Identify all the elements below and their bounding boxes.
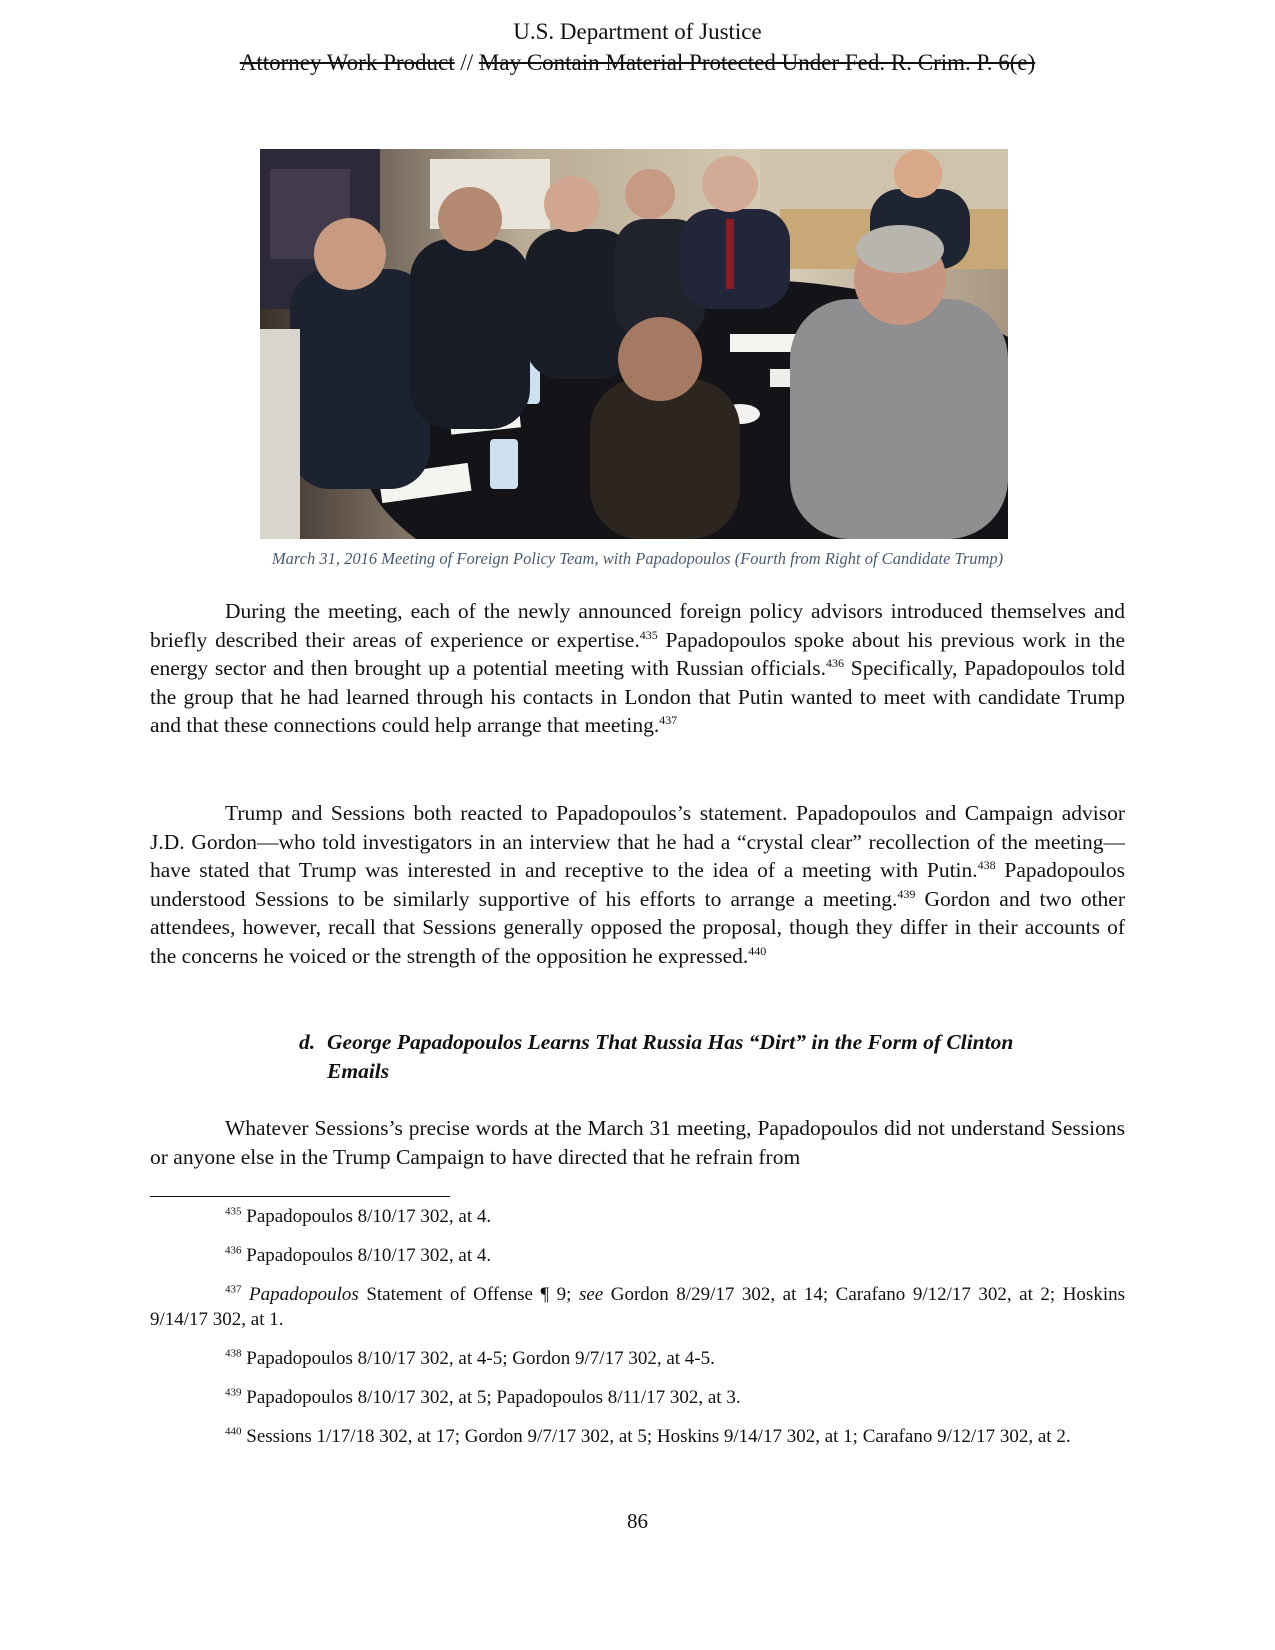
paragraph-text: During the meeting, each of the newly announced foreign policy advisors introduced themselves and briefly described their areas of experience or expertise. (150, 599, 1125, 652)
footnote-number: 437 (225, 1283, 242, 1296)
footnote-reference[interactable]: 435 (639, 627, 658, 642)
footnote-reference[interactable]: 436 (825, 656, 844, 671)
footnote-divider (150, 1196, 450, 1197)
footnote (150, 1204, 1125, 1229)
paragraph-text: Specifically, Papadopoulos told the group that he had learned through his contacts in London that Putin wanted to meet with candidate Trump and that these connections could help arrange that meeting. (150, 656, 1125, 738)
footnote-reference[interactable]: 439 (897, 886, 916, 901)
page-number: 86 (627, 1509, 648, 1533)
paragraph-text: Whatever Sessions’s precise words at the March 31 meeting, Papadopoulos did not understand Sessions or anyone else in the Trump Campaign to have directed that he refrain from (150, 1116, 1125, 1169)
footnote-number: 436 (225, 1244, 242, 1257)
footnote-text: Papadopoulos 8/10/17 302, at 4-5; Gordon 9/7/17 302, at 4-5. (241, 1348, 715, 1369)
footnote-number: 435 (225, 1205, 242, 1218)
paragraph-text: Gordon and two other attendees, however, recall that Sessions generally opposed the proposal, though they differ in their accounts of the concerns he voiced or the strength of the opposition he expressed. (150, 886, 1125, 968)
section-subheading (299, 1028, 1125, 1086)
subheading-line-2: Emails (327, 1059, 390, 1083)
footnote-number: 438 (225, 1347, 242, 1360)
footnote-number: 439 (225, 1386, 242, 1399)
signal-word: see (578, 1284, 604, 1305)
marking-separator: // (454, 50, 479, 75)
footnote-reference[interactable]: 437 (659, 713, 678, 728)
footnotes (150, 1204, 1125, 1463)
footnote-reference[interactable]: 438 (977, 858, 996, 873)
footnote-reference[interactable]: 440 (748, 943, 767, 958)
footnote-text: Gordon 8/29/17 302, at 14; Carafano 9/12/17 302, at 2; Hoskins 9/14/17 302, at 1. (150, 1284, 1126, 1330)
footnote (150, 1385, 1125, 1410)
subheading-label: d. (299, 1030, 316, 1054)
footnote (150, 1424, 1125, 1449)
footnote-number: 440 (225, 1425, 242, 1438)
footnote-text: Sessions 1/17/18 302, at 17; Gordon 9/7/17 302, at 5; Hoskins 9/14/17 302, at 1; Carafano 9/12/17 302, at 2. (241, 1426, 1071, 1447)
footnote-text: Papadopoulos 8/10/17 302, at 4. (241, 1206, 492, 1227)
marking-work-product: Attorney Work Product (239, 50, 455, 75)
department-title: U.S. Department of Justice (513, 19, 762, 44)
subheading-title: George Papadopoulos Learns That Russia Has “Dirt” in the Form of Clinton (327, 1030, 1014, 1054)
meeting-photo (260, 149, 1008, 539)
paragraph-meeting-introductions (150, 597, 1125, 740)
paragraph-text: Papadopoulos understood Sessions to be similarly supportive of his efforts to arrange a meeting. (150, 858, 1125, 911)
paragraph-text: Papadopoulos spoke about his previous work in the energy sector and then brought up a potential meeting with Russian officials. (150, 627, 1125, 681)
marking-grand-jury: May Contain Material Protected Under Fed. R. Crim. P. 6(e) (478, 50, 1036, 75)
subheading-line-1 (299, 1028, 1125, 1057)
figure-caption: March 31, 2016 Meeting of Foreign Policy Team, with Papadopoulos (Fourth from Right of Candidate Trump) (271, 549, 1004, 568)
footnote (150, 1243, 1125, 1268)
page-header (0, 16, 1275, 78)
case-name: Papadopoulos (249, 1284, 359, 1305)
paragraph-reactions (150, 799, 1125, 971)
footnote-text: Papadopoulos 8/10/17 302, at 5; Papadopoulos 8/11/17 302, at 3. (241, 1387, 741, 1408)
footnote (150, 1346, 1125, 1371)
paragraph-text: Trump and Sessions both reacted to Papadopoulos’s statement. Papadopoulos and Campaign advisor J.D. Gordon—who told investigators in an interview that he had a “crystal clear” recollection of the meeting—have stated that Trump was interested in and receptive to the idea of a meeting with Putin. (150, 801, 1125, 883)
protective-marking (0, 47, 1275, 78)
footnote-text: Statement of Offense ¶ 9; (358, 1284, 579, 1305)
footnote-text: Papadopoulos 8/10/17 302, at 4. (241, 1245, 492, 1266)
footnote (150, 1282, 1125, 1332)
paragraph-march-31-aftermath (150, 1114, 1125, 1171)
